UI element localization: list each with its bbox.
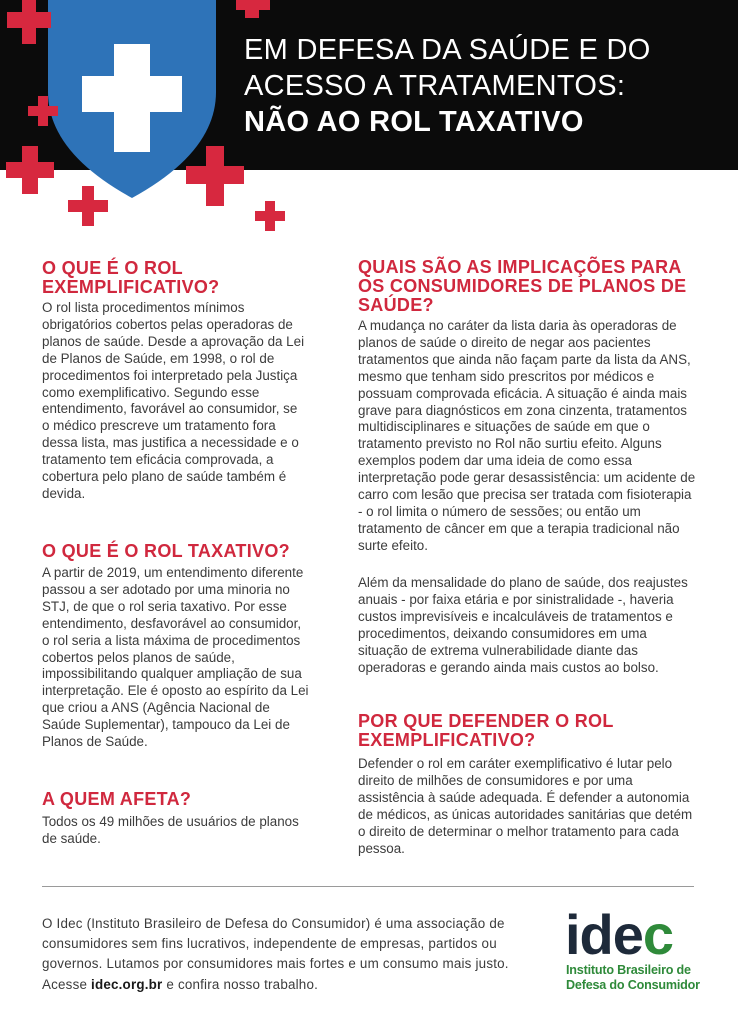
- section-heading-rol-exemplificativo: O QUE É O ROL EXEMPLIFICATIVO?: [42, 258, 220, 297]
- section-body-rol-exemplificativo: O rol lista procedimentos mínimos obrigatórios cobertos pelas operadoras de planos de saúde. Desde a aprovação da Lei de Planos de Saúde, em 1998, o rol de procedimentos foi interpretado pela Justiça como exemplificativo. Segundo esse entendimento, favorável ao consumidor, se o médico prescreve um tratamento fora dessa lista, mas justifica a necessidade e o tratamento tem eficácia comprovada, a cobertura pelo plano de saúde também é devida.: [42, 300, 305, 501]
- footer-text-outro: e confira nosso trabalho.: [162, 976, 319, 992]
- logo-wordmark: [565, 905, 673, 965]
- title-line-3: NÃO AO ROL TAXATIVO: [244, 106, 584, 138]
- title-line-1: EM DEFESA DA SAÚDE E DO: [244, 34, 651, 66]
- section-heading-rol-taxativo: O QUE É O ROL TAXATIVO?: [42, 541, 290, 561]
- shield-illustration: [0, 0, 300, 240]
- footer-text: [42, 914, 542, 995]
- logo-word-dark: ide: [565, 903, 643, 966]
- section-body-defender: Defender o rol em caráter exemplificativo é lutar pelo direito de milhões de consumidores e por uma assistência à saúde adequada. É defender a autonomia de médicos, as únicas autoridades sanitárias que detém o direito de determinar o melhor tratamento para cada pessoa.: [358, 756, 693, 856]
- section-body-implicacoes-1: A mudança no caráter da lista daria às operadoras de planos de saúde o direito de negar aos pacientes tratamentos que ainda não façam parte da lista da ANS, mesmo que tenham sido prescritos por médicos e possuam comprovada eficácia. A situação é ainda mais grave para diagnósticos em zona cinzenta, tratamentos multidisciplinares e situações de saúde em que o tratamento previsto no Rol não surtiu efeito. Alguns exemplos podem dar uma ideia de como essa interpretação pode gerar desassistência: um acidente de carro com lesão que precisa ser tratada com fisioterapia - o rol limita o número de sessões; ou então um tratamento de câncer em que a terapia tradicional não surte efeito.: [358, 318, 696, 553]
- logo-subtitle-line-1: Instituto Brasileiro de: [566, 963, 691, 977]
- section-heading-defender: POR QUE DEFENDER O ROL EXEMPLIFICATIVO?: [358, 711, 614, 750]
- section-body-quem-afeta: Todos os 49 milhões de usuários de planos de saúde.: [42, 814, 299, 846]
- section-heading-quem-afeta: A QUEM AFETA?: [42, 789, 192, 809]
- section-body-implicacoes-2: Além da mensalidade do plano de saúde, dos reajustes anuais - por faixa etária e por sinistralidade -, haveria custos imprevisíveis e incalculáveis de tratamentos e procedimentos, deixando consumidores em uma situação de extrema vulnerabilidade diante das operadoras e gerando ainda mais custos ao bolso.: [358, 575, 688, 675]
- section-heading-implicacoes: QUAIS SÃO AS IMPLICAÇÕES PARA OS CONSUMIDORES DE PLANOS DE SAÚDE?: [358, 257, 687, 315]
- footer-divider: [42, 886, 694, 887]
- section-body-rol-taxativo: A partir de 2019, um entendimento diferente passou a ser adotado por uma minoria no STJ, de que o rol seria taxativo. Por esse entendimento, desfavorável ao consumidor, o rol seria a lista máxima de procedimentos cobertos pelos planos de saúde, impossibilitando qualquer ampliação de sua interpretação. Ele é oposto ao espírito da Lei que criou a ANS (Agência Nacional de Saúde Suplementar), tampouco da Lei de Planos de Saúde.: [42, 565, 309, 750]
- footer-text-intro: O Idec (Instituto Brasileiro de Defesa do Consumidor) é uma associação de consumidores sem fins lucrativos, independente de empresas, partidos ou governos. Lutamos por consumidores mais fortes e um consumo mais justo. Acesse: [42, 916, 509, 992]
- idec-logo: [565, 905, 705, 1000]
- footer-link[interactable]: idec.org.br: [91, 976, 163, 992]
- title-line-2: ACESSO A TRATAMENTOS:: [244, 70, 626, 102]
- logo-subtitle: [566, 963, 706, 993]
- page-title: [244, 32, 724, 140]
- logo-word-green: c: [642, 903, 674, 966]
- logo-subtitle-line-2: Defesa do Consumidor: [566, 978, 700, 992]
